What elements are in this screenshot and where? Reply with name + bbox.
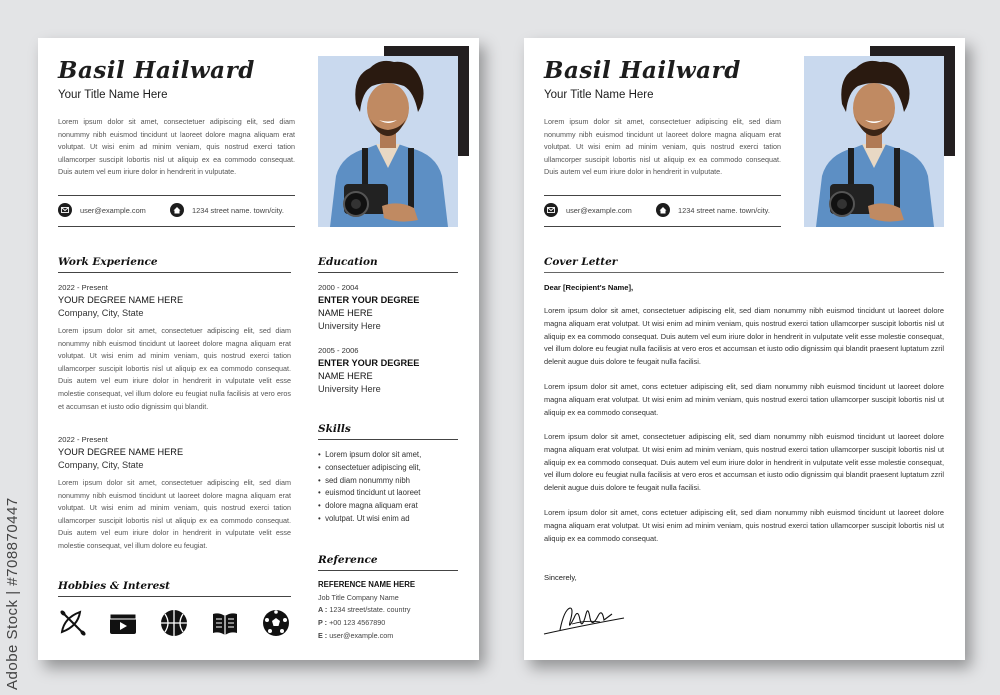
reference-address: A : 1234 street/state. country (318, 605, 411, 614)
skill-item: • Lorem ipsum dolor sit amet, (318, 450, 422, 459)
divider (58, 272, 291, 273)
hobbies-heading: Hobbies & Interest (58, 580, 171, 592)
work-description: Lorem ipsum dolor sit amet, consectetuer adipiscing elit, sed diam nonummy nibh euismod tincidunt ut laoreet dolore magna aliquam erat volutpat. Ut wisi enim ad minim veniam, quis nostrud exerci tation ullamcorper suscipit lobortis nisl ut aliquip ex ea commodo consequat. Duis autem vel eum iriure dolor in hendrerit in vulputate velit esse molestie consequat, vel illum dolore eu feugiat nulla facilisis at vero eros et accumsan et iusto odio dignissim qui blandit. (58, 326, 291, 411)
basketball-icon (159, 608, 189, 638)
education-school: University Here (318, 321, 381, 331)
job-title: Your Title Name Here (544, 89, 654, 101)
email-icon (58, 203, 72, 217)
work-description: Lorem ipsum dolor sit amet, consectetuer adipiscing elit, sed diam nonummy nibh euismod tincidunt ut laoreet dolore magna aliquam erat volutpat. Ut wisi enim ad minim veniam, quis nostrud exerci tation ullamcorper suscipit lobortis nisl ut aliquip ex ea commodo consequat. Duis autem vel eum iriure dolor in hendrerit in vulputate velit esse molestie consequat, vel illum dolore eu feugiat. (58, 478, 291, 550)
address-text: 1234 street name. town/city. (678, 206, 770, 215)
education-school: University Here (318, 384, 381, 394)
skill-item: • consectetuer adipiscing elit, (318, 462, 421, 472)
job-title: Your Title Name Here (58, 89, 168, 101)
book-icon (210, 608, 240, 638)
work-company: Company, City, State (58, 460, 144, 470)
education-heading: Education (318, 256, 378, 268)
divider (544, 226, 781, 227)
letter-paragraph: Lorem ipsum dolor sit amet, consectetuer adipiscing elit, sed diam nonummy nibh euismod tincidunt ut laoreet dolore magna aliquam erat volutpat. Ut wisi enim ad minim veniam, quis nostrud exerci tation ullamcorper suscipit lobortis nisl ut aliquip ex ea commodo consequat. Duis autem vel eum iriure dolor in hendrerit in vulputate velit esse molestie consequat, vel illum dolore eu feugiat nulla facilisis at vero eros et accumsan et iusto odio dignissim qui blandit praesent luptatum zzril delenit augue duis dolore te feugait nulla facilisi. (544, 432, 944, 493)
divider (318, 272, 458, 273)
divider (58, 226, 295, 227)
divider (58, 195, 295, 196)
education-degree-line2: NAME HERE (318, 308, 373, 318)
address-text: 1234 street name. town/city. (192, 206, 284, 215)
education-date: 2005 - 2006 (318, 346, 359, 355)
skills-heading: Skills (318, 423, 351, 435)
divider (58, 596, 291, 597)
work-company: Company, City, State (58, 308, 144, 318)
education-date: 2000 - 2004 (318, 283, 359, 292)
work-date: 2022 - Present (58, 283, 108, 292)
intro-text: Lorem ipsum dolor sit amet, consectetuer adipiscing elit, sed diam nonummy nibh euismod tincidunt ut laoreet dolore magna aliquam erat volutpat. Ut wisi enim ad minim veniam, quis nostrud exerci tation ullamcorper suscipit lobortis nisl ut aliquip ex ea commodo consequat. Duis autem vel eum iriure dolor in hendrerit in vulputate. (58, 117, 295, 177)
closing: Sincerely, (544, 573, 577, 582)
work-degree: YOUR DEGREE NAME HERE (58, 447, 184, 457)
education-degree: ENTER YOUR DEGREE (318, 358, 420, 368)
skill-item: • sed diam nonummy nibh (318, 475, 411, 485)
kayak-icon (58, 608, 88, 638)
reference-job: Job Title Company Name (318, 593, 399, 602)
divider (318, 439, 458, 440)
cover-letter-page (524, 38, 965, 660)
cover-letter-heading: Cover Letter (544, 256, 618, 268)
video-icon (108, 608, 138, 638)
letter-paragraph: Lorem ipsum dolor sit amet, cons ectetuer adipiscing elit, sed diam nonummy nibh euismod tincidunt ut laoreet dolore magna aliquam erat volutpat. Ut wisi enim ad minim veniam, quis nostrud exerci tation ullamcorper suscipit lobortis nisl ut aliquip ex ea commodo consequat. (544, 382, 944, 417)
candidate-name: Basil Hailward (58, 57, 255, 84)
work-degree: YOUR DEGREE NAME HERE (58, 295, 184, 305)
letter-paragraph: Lorem ipsum dolor sit amet, cons ectetuer adipiscing elit, sed diam nonummy nibh euismod tincidunt ut laoreet dolore magna aliquam erat volutpat. Ut wisi enim ad minim veniam, quis nostrud exerci tation ullamcorper suscipit lobortis nisl ut aliquip ex ea commodo consequat. (544, 508, 944, 543)
watermark-text: Adobe Stock | #708870447 (4, 497, 21, 690)
reference-heading: Reference (318, 554, 378, 566)
skill-item: • volutpat. Ut wisi enim ad (318, 513, 410, 523)
reference-phone: P : +00 123 4567890 (318, 618, 386, 627)
letter-paragraph: Lorem ipsum dolor sit amet, consectetuer adipiscing elit, sed diam nonummy nibh euismod tincidunt ut laoreet dolore magna aliquam erat volutpat. Ut wisi enim ad minim veniam, quis nostrud exerci tation ullamcorper suscipit lobortis nisl ut aliquip ex ea commodo consequat. Duis autem vel eum iriure dolor in hendrerit in vulputate velit esse molestie consequat, vel illum dolore eu feugiat nulla facilisis at vero eros et accumsan et iusto odio dignissim qui blandit praesent luptatum zzril delenit augue duis dolore te feugait nulla facilisi. (544, 306, 944, 367)
salutation: Dear [Recipient's Name], (544, 283, 634, 292)
signature (542, 600, 628, 640)
resume-page (38, 38, 479, 660)
reference-email: E : user@example.com (318, 631, 394, 640)
education-degree-line2: NAME HERE (318, 371, 373, 381)
email-text: user@example.com (80, 206, 146, 215)
work-experience-heading: Work Experience (58, 256, 158, 268)
profile-photo (804, 56, 944, 227)
reference-name: REFERENCE NAME HERE (318, 580, 416, 589)
divider (318, 570, 458, 571)
soccer-ball-icon (261, 608, 291, 638)
email-text: user@example.com (566, 206, 632, 215)
email-icon (544, 203, 558, 217)
profile-photo (318, 56, 458, 227)
divider (544, 272, 944, 273)
home-icon (170, 203, 184, 217)
divider (544, 195, 781, 196)
work-date: 2022 - Present (58, 435, 108, 444)
home-icon (656, 203, 670, 217)
skills-list (318, 449, 421, 526)
intro-text: Lorem ipsum dolor sit amet, consectetuer adipiscing elit, sed diam nonummy nibh euismod tincidunt ut laoreet dolore magna aliquam erat volutpat. Ut wisi enim ad minim veniam, quis nostrud exerci tation ullamcorper suscipit lobortis nisl ut aliquip ex ea commodo consequat. Duis autem vel eum iriure dolor in hendrerit in vulputate. (544, 117, 781, 177)
skill-item: • euismod tincidunt ut laoreet (318, 488, 421, 498)
education-degree: ENTER YOUR DEGREE (318, 295, 420, 305)
skill-item: • dolore magna aliquam erat (318, 501, 418, 511)
candidate-name: Basil Hailward (544, 57, 741, 84)
